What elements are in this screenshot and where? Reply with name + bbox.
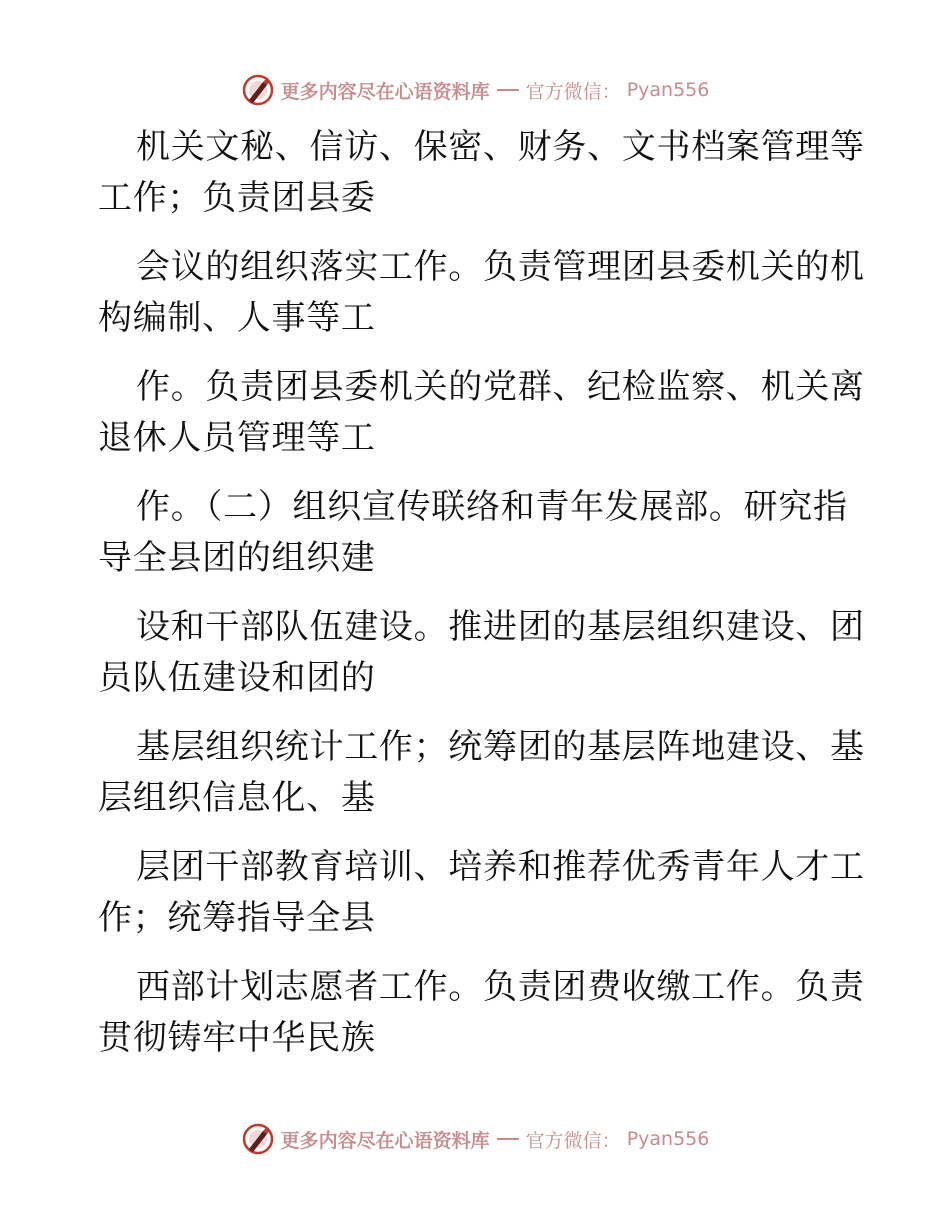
body-line: 构编制、人事等工: [98, 298, 376, 338]
banner-wechat-label: 官方微信：: [525, 80, 621, 103]
document-body: [98, 122, 865, 1064]
body-line: 设和干部队伍建设。推进团的基层组织建设、团: [136, 607, 865, 647]
banner-wechat-label: 官方微信：: [525, 1129, 621, 1152]
banner-wechat-id: Pyan556: [626, 79, 710, 101]
banner-dash: [497, 89, 519, 91]
header-banner: [0, 70, 950, 110]
body-line: 员队伍建设和团的: [98, 658, 376, 698]
body-line: 层团干部教育培训、培养和推荐优秀青年人才工: [136, 847, 865, 887]
body-line: 贯彻铸牢中华民族: [98, 1018, 376, 1058]
banner-brand-text: 更多内容尽在心语资料库: [280, 80, 490, 103]
body-line: 基层组织统计工作；统筹团的基层阵地建设、基: [136, 727, 865, 767]
banner-brand-text: 更多内容尽在心语资料库: [280, 1129, 490, 1152]
body-line: 退休人员管理等工: [98, 418, 376, 458]
body-line: 导全县团的组织建: [98, 538, 376, 578]
pen-seal-logo-icon: [241, 73, 275, 107]
body-line: 层组织信息化、基: [98, 778, 376, 818]
banner-wechat-id: Pyan556: [626, 1128, 710, 1150]
body-line: 作。负责团县委机关的党群、纪检监察、机关离: [136, 367, 865, 407]
pen-seal-logo-icon: [241, 1122, 275, 1156]
body-line: 作。（二）组织宣传联络和青年发展部。研究指: [136, 487, 848, 527]
body-line: 工作；负责团县委: [98, 178, 376, 218]
footer-banner: [0, 1119, 950, 1159]
body-line: 西部计划志愿者工作。负责团费收缴工作。负责: [136, 967, 865, 1007]
body-line: 作；统筹指导全县: [98, 898, 376, 938]
body-line: 机关文秘、信访、保密、财务、文书档案管理等: [136, 127, 865, 167]
body-line: 会议的组织落实工作。负责管理团县委机关的机: [136, 247, 865, 287]
banner-dash: [497, 1138, 519, 1140]
